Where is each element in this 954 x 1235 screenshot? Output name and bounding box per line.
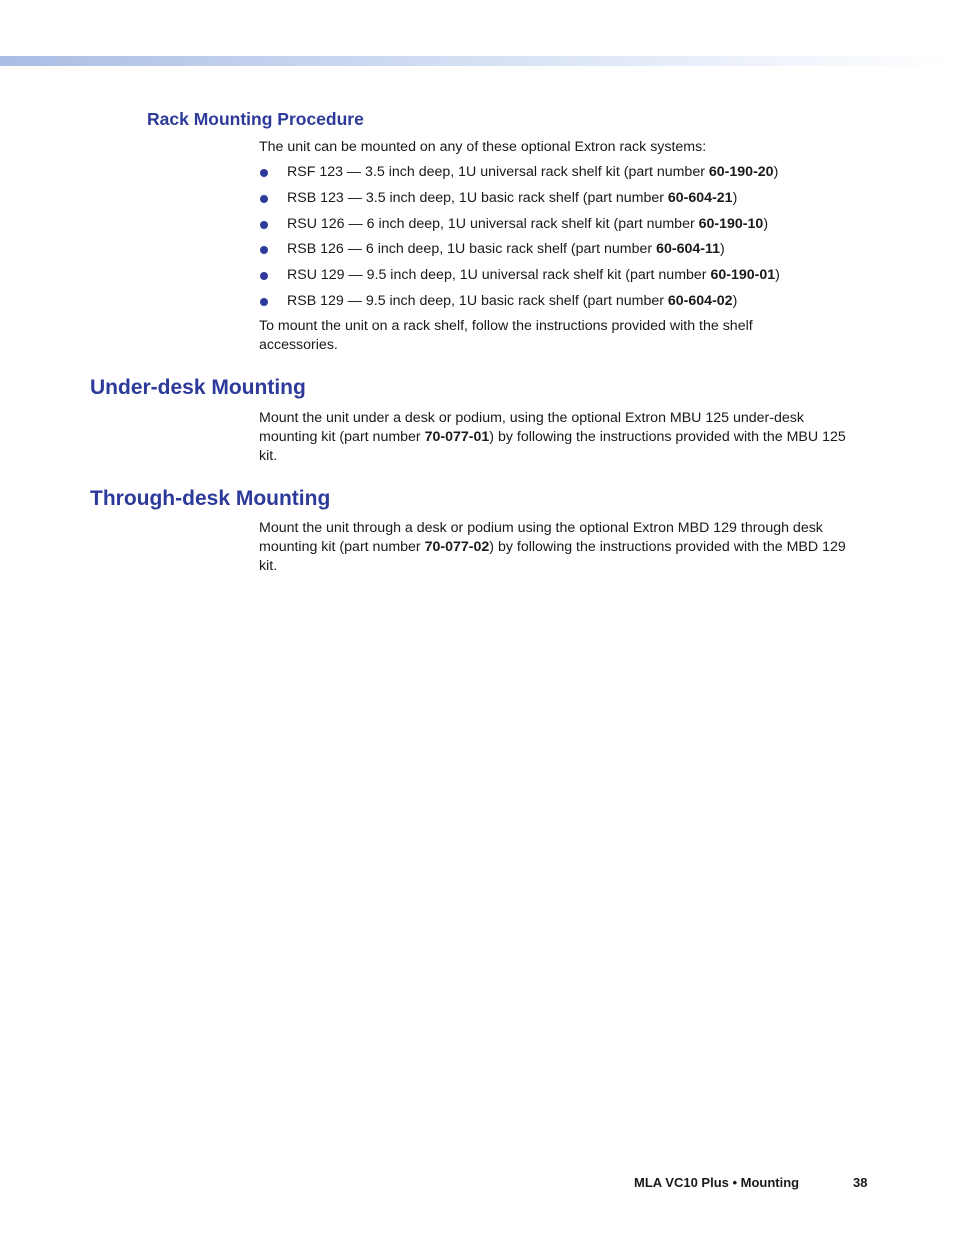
list-item: RSB 126 — 6 inch deep, 1U basic rack shelf (part number 60-604-11) xyxy=(259,240,859,266)
under-desk-text: Mount the unit under a desk or podium, using the optional Extron MBU 125 under-desk mounting kit (part number 70-077-01) by following the instructions provided with the MBU 125 kit. xyxy=(259,410,846,464)
under-desk-heading: Under-desk Mounting xyxy=(90,376,306,399)
part-number: 70-077-02 xyxy=(424,538,490,555)
list-item: RSB 129 — 9.5 inch deep, 1U basic rack shelf (part number 60-604-02) xyxy=(259,292,859,318)
part-number: 70-077-01 xyxy=(424,428,490,445)
rack-systems-list xyxy=(259,163,859,318)
through-desk-heading: Through-desk Mounting xyxy=(90,487,331,510)
list-item: RSU 126 — 6 inch deep, 1U universal rack shelf kit (part number 60-190-10) xyxy=(259,215,859,241)
part-number: 60-190-20 xyxy=(708,164,774,180)
part-number: 60-190-01 xyxy=(710,267,776,284)
through-desk-text: Mount the unit through a desk or podium using the optional Extron MBD 129 through desk mounting kit (part number 70-077-02) by following the instructions provided with the MBD 129 kit. xyxy=(259,520,846,574)
rack-outro-text: To mount the unit on a rack shelf, follow the instructions provided with the shelf accessories. xyxy=(259,318,753,353)
rack-intro-text: The unit can be mounted on any of these optional Extron rack systems: xyxy=(259,139,707,155)
bullet-icon xyxy=(260,221,268,229)
header-gradient-bar xyxy=(0,56,954,66)
list-item: RSB 123 — 3.5 inch deep, 1U basic rack shelf (part number 60-604-21) xyxy=(259,189,859,215)
page-number: 38 xyxy=(853,1175,868,1190)
bullet-icon xyxy=(260,195,268,203)
bullet-icon xyxy=(260,246,268,254)
list-item: RSF 123 — 3.5 inch deep, 1U universal rack shelf kit (part number 60-190-20) xyxy=(259,163,859,189)
part-number: 60-604-11 xyxy=(656,241,720,258)
bullet-icon xyxy=(260,169,268,177)
rack-mounting-heading: Rack Mounting Procedure xyxy=(147,109,364,129)
part-number: 60-190-10 xyxy=(698,215,764,232)
part-number: 60-604-02 xyxy=(667,292,733,309)
part-number: 60-604-21 xyxy=(667,189,733,206)
footer-title: MLA VC10 Plus • Mounting xyxy=(634,1175,800,1190)
list-item: RSU 129 — 9.5 inch deep, 1U universal rack shelf kit (part number 60-190-01) xyxy=(259,266,859,292)
bullet-icon xyxy=(260,298,268,306)
bullet-icon xyxy=(260,272,268,280)
